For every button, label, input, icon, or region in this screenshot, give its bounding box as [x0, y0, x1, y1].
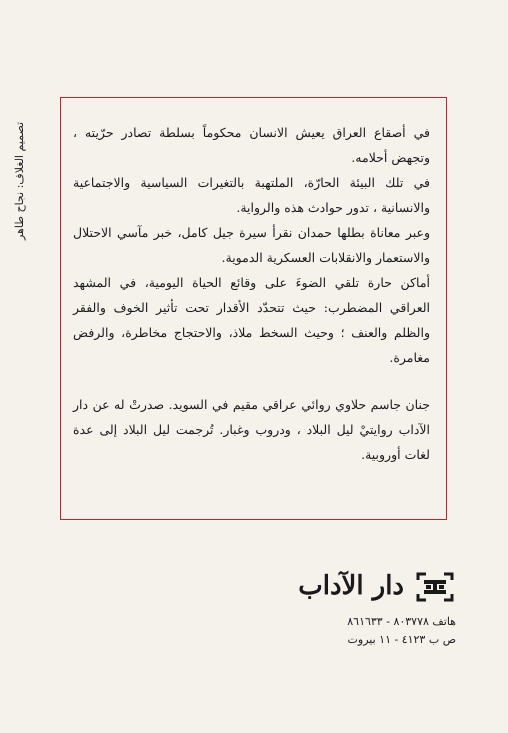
- blurb-paragraph-4: أماكن حارة تلقي الضوءَ على وقائع الحياة اليومية، في المشهد العراقي المضطرب: حيث تتحدّد الأقدار تحت تأثير الخوف والفقر والظلم والعنف ؛ وحيث السخط ملاذ، والاحتجاج مخاطرة، والرفض مغامرة.: [73, 275, 430, 365]
- publisher-name: دار الآداب: [298, 571, 404, 601]
- publisher-phone: هاتف ٨٠٣٧٧٨ - ٨٦١٦٣٣: [347, 615, 456, 628]
- blurb-frame: [60, 97, 447, 520]
- author-bio: جنان جاسم حلاوي روائي عراقي مقيم في السويد. صدرتْ له عن دار الآداب روايتيْ ليل البلاد ، ودروب وغبار. تُرجمت ليل البلاد إلى عدة لغات أوروبية.: [73, 397, 430, 462]
- cover-design-credit: تصميم الغلاف: نجاح طاهر: [13, 121, 26, 240]
- blurb-paragraph-3: وعبر معاناة بطلها حمدان نقرأ سيرة جيل كامل، خبر مآسي الاحتلال والاستعمار والانقلابات العسكرية الدموية.: [73, 225, 430, 265]
- blurb-paragraph-1: في أصقاع العراق يعيش الانسان محكوماً بسلطة تصادر حرّيته ، وتجهض أحلامه.: [73, 125, 430, 165]
- publisher-block: [256, 566, 456, 666]
- publisher-po-box: ص ب ٤١٢٣ - ١١ بيروت: [347, 633, 456, 646]
- blurb-paragraph-2: في تلك البيئة الحارّة، الملتهبة بالتغيرات السياسية والاجتماعية والانسانية ، تدور حوادث هذه والرواية.: [73, 175, 430, 215]
- publisher-logo-icon: [414, 570, 456, 604]
